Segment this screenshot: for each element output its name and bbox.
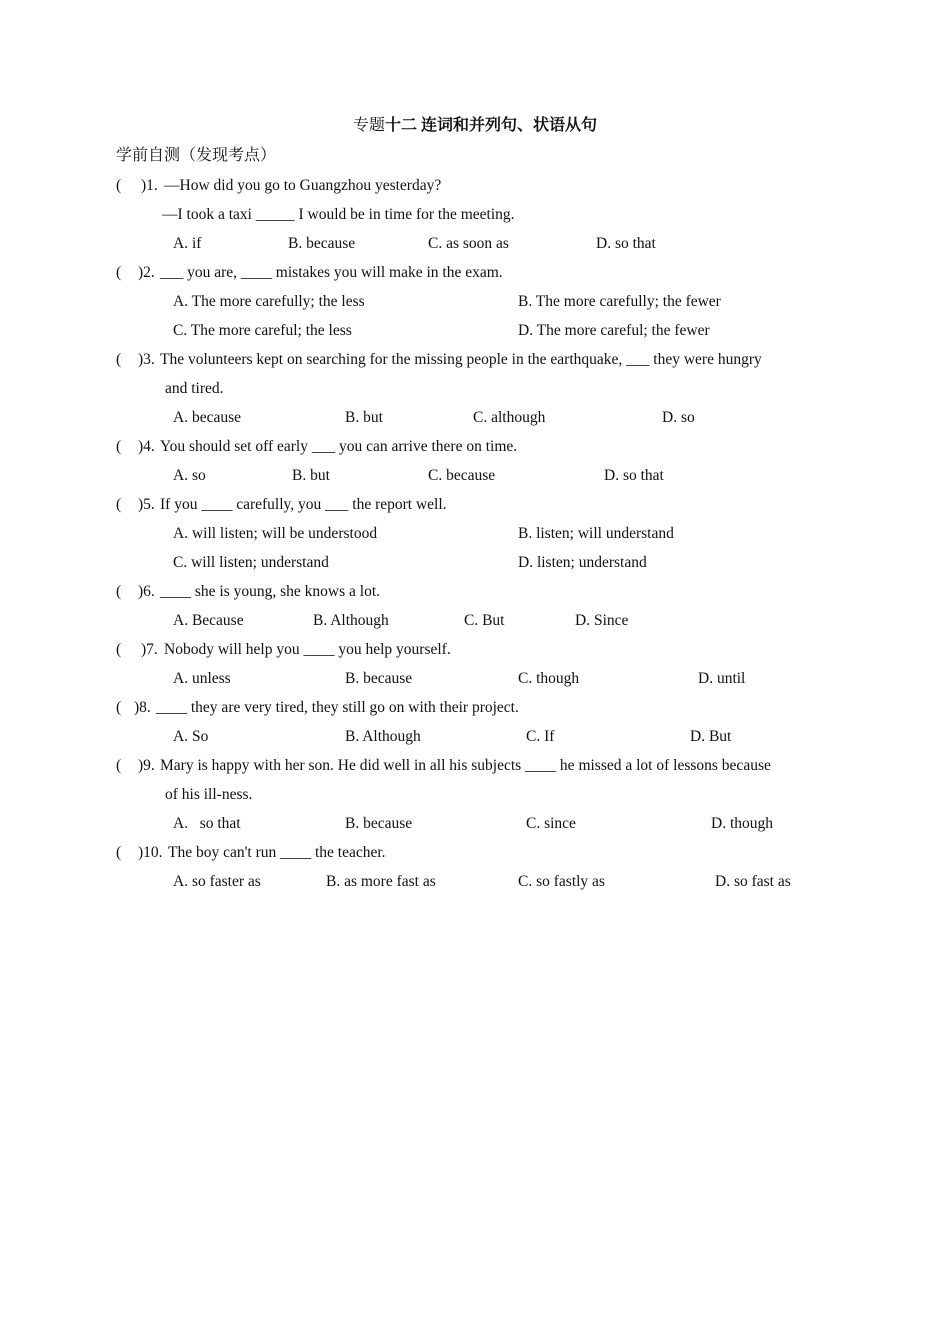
answer-paren-open: (	[116, 641, 122, 658]
title-main: 十二 连词和并列句、状语从句	[385, 117, 598, 134]
option-c: C. because	[428, 467, 496, 484]
option-c: C. though	[518, 670, 580, 687]
page-title	[0, 116, 950, 136]
option-c: C. as soon as	[428, 235, 509, 252]
option-c: C. since	[526, 815, 576, 832]
question-stem: Mary is happy with her son. He did well in all his subjects ____ he missed a lot of lessons because	[160, 757, 771, 774]
question-stem: —How did you go to Guangzhou yesterday?	[164, 177, 442, 194]
option-c: C. If	[526, 728, 555, 745]
option-b: B. but	[292, 467, 330, 484]
question-stem-line-2: and tired.	[165, 380, 224, 397]
title-prefix: 专题	[352, 117, 385, 134]
question-stem-line-2: of his ill-ness.	[165, 786, 253, 803]
question-number: )8.	[134, 699, 151, 716]
option-b: B. because	[288, 235, 356, 252]
option-d: D. so that	[596, 235, 656, 252]
question-number: )6.	[138, 583, 155, 600]
option-d: D. listen; understand	[518, 554, 647, 571]
answer-paren-open: (	[116, 699, 122, 716]
option-d: D. so fast as	[715, 873, 791, 890]
option-a: A. unless	[173, 670, 231, 687]
option-b: B. but	[345, 409, 383, 426]
answer-paren-open: (	[116, 583, 122, 600]
option-c: C. will listen; understand	[173, 554, 329, 571]
question-stem-line-2: —I took a taxi _____ I would be in time for the meeting.	[162, 206, 515, 223]
option-c: C. But	[464, 612, 505, 629]
answer-paren-open: (	[116, 496, 122, 513]
option-b: B. because	[345, 670, 413, 687]
question-stem: ___ you are, ____ mistakes you will make in the exam.	[160, 264, 503, 281]
answer-paren-open: (	[116, 757, 122, 774]
question-stem: Nobody will help you ____ you help yourself.	[164, 641, 451, 658]
option-d: D. Since	[575, 612, 629, 629]
option-d: D. though	[711, 815, 773, 832]
option-b: B. Although	[345, 728, 421, 745]
option-d: D. so	[662, 409, 695, 426]
answer-paren-open: (	[116, 177, 122, 194]
option-d: D. until	[698, 670, 746, 687]
question-number: )2.	[138, 264, 155, 281]
option-a: A. so faster as	[173, 873, 261, 890]
section-subtitle: 学前自测（发现考点）	[116, 147, 277, 164]
option-a: A. So	[173, 728, 209, 745]
option-b: B. as more fast as	[326, 873, 436, 890]
option-a: A. will listen; will be understood	[173, 525, 378, 542]
option-b: B. because	[345, 815, 413, 832]
option-c: C. so fastly as	[518, 873, 605, 890]
option-a: A. if	[173, 235, 202, 252]
option-c: C. The more careful; the less	[173, 322, 352, 339]
option-c: C. although	[473, 409, 546, 426]
option-a: A. so that	[173, 815, 241, 832]
question-stem: ____ they are very tired, they still go on with their project.	[156, 699, 519, 716]
option-d: D. But	[690, 728, 732, 745]
answer-paren-open: (	[116, 844, 122, 861]
option-a: A. so	[173, 467, 206, 484]
option-a: A. The more carefully; the less	[173, 293, 365, 310]
option-d: D. so that	[604, 467, 664, 484]
option-a: A. because	[173, 409, 241, 426]
answer-paren-open: (	[116, 351, 122, 368]
question-number: )1.	[141, 177, 158, 194]
question-stem: ____ she is young, she knows a lot.	[160, 583, 381, 600]
question-number: )9.	[138, 757, 155, 774]
question-number: )7.	[141, 641, 158, 658]
question-number: )10.	[138, 844, 163, 861]
answer-paren-open: (	[116, 438, 122, 455]
question-number: )3.	[138, 351, 155, 368]
answer-paren-open: (	[116, 264, 122, 281]
question-stem: The volunteers kept on searching for the missing people in the earthquake, ___ they were hungry	[160, 351, 762, 368]
question-stem: The boy can't run ____ the teacher.	[168, 844, 386, 861]
question-stem: You should set off early ___ you can arrive there on time.	[160, 438, 518, 455]
option-d: D. The more careful; the fewer	[518, 322, 710, 339]
question-number: )4.	[138, 438, 155, 455]
option-b: B. The more carefully; the fewer	[518, 293, 721, 310]
question-number: )5.	[138, 496, 155, 513]
option-a: A. Because	[173, 612, 244, 629]
option-b: B. listen; will understand	[518, 525, 674, 542]
option-b: B. Although	[313, 612, 389, 629]
question-stem: If you ____ carefully, you ___ the report well.	[160, 496, 447, 513]
